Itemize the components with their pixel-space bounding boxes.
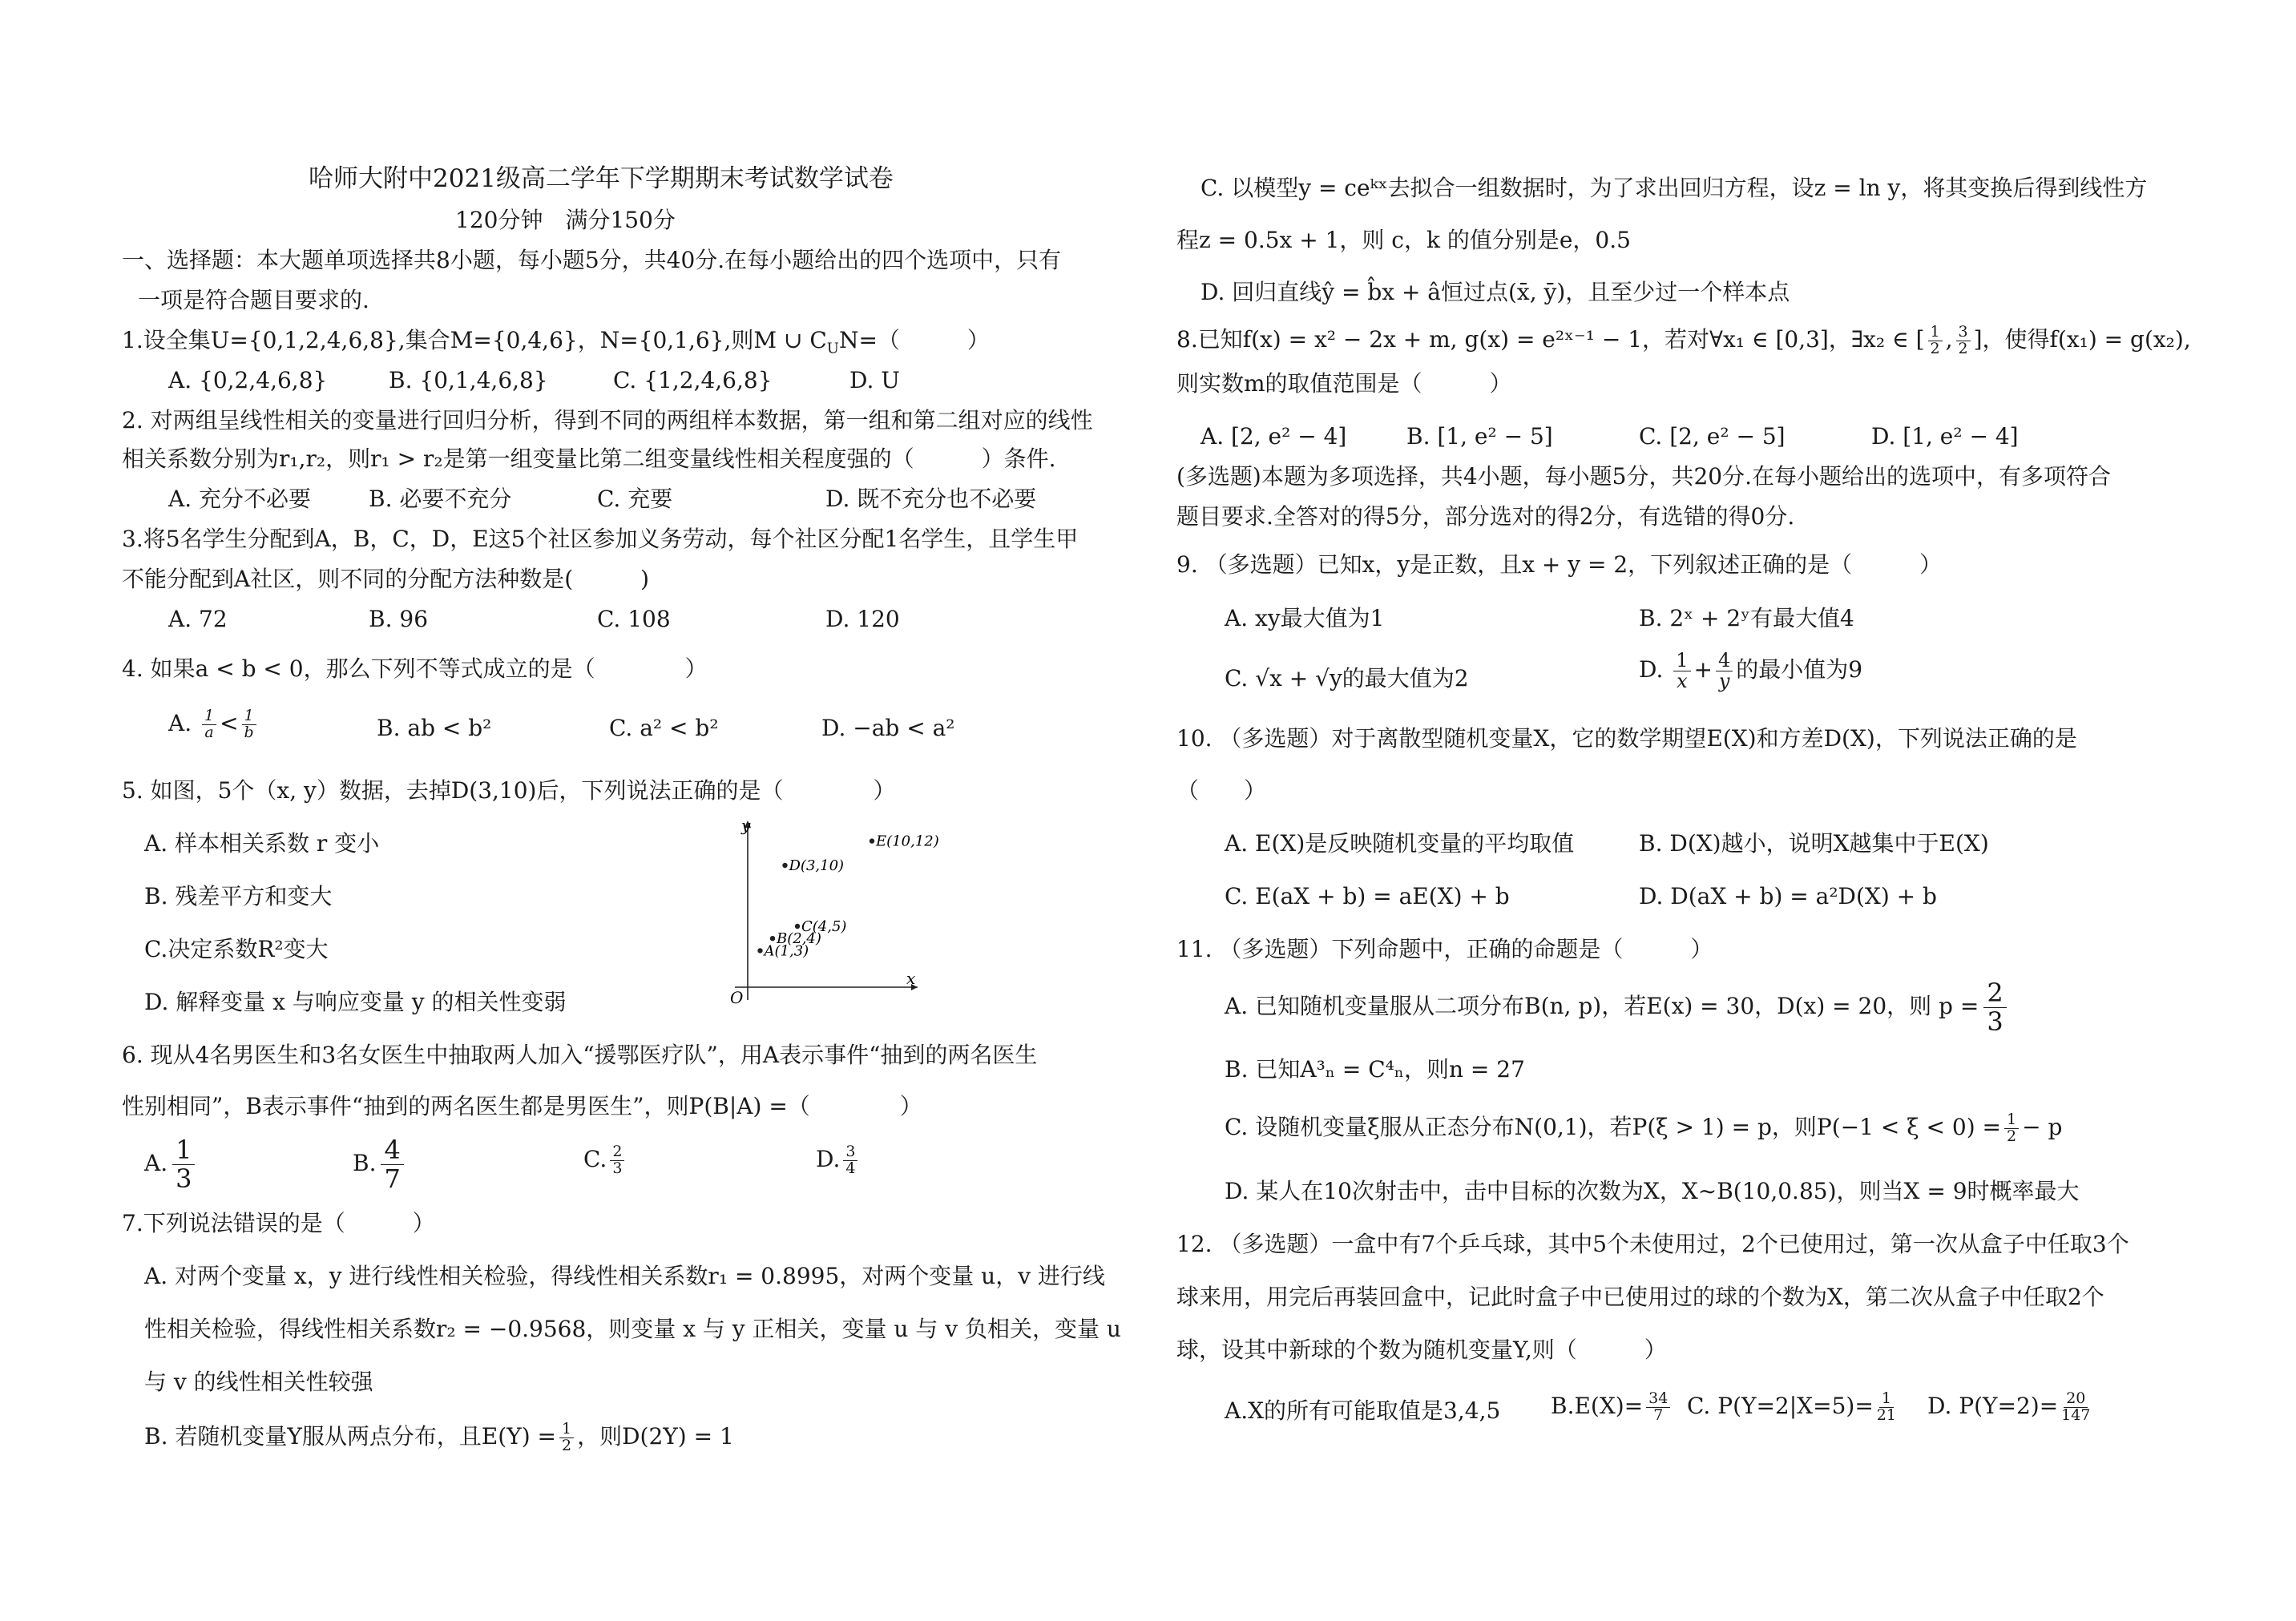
q9-option-b: B. 2ˣ + 2ʸ有最大值4 [1639,605,1854,631]
q12-option-b: B.E(X)= $\frac{34}{7}$ [1551,1391,1673,1424]
q12-option-d: D. P(Y=2)= $\frac{20}{147}$ [1927,1389,2091,1424]
q4-stem: 4. 如果a < b < 0，那么下列不等式成立的是（ ） [122,655,708,682]
scatter-point [782,863,787,868]
q4-option-c: C. a² < b² [609,715,719,741]
q3-option-c: C. 108 [597,606,671,632]
q8-option-c: C. [2, e² − 5] [1639,423,1786,450]
scatter-point [770,936,775,941]
q10-option-c: C. E(aX + b) = aE(X) + b [1225,883,1510,909]
q2-line2: 相关系数分别为r₁,r₂，则r₁ > r₂是第一组变量比第二组变量线性相关程度强的（ ）条件. [122,446,1056,472]
scatter-point [795,924,800,929]
q11-option-a: A. 已知随机变量服从二项分布B(n, p)，若E(x) = 30，D(x) = 20，则 p = $\frac{2}{3}$ [1225,979,2012,1036]
q8-option-d: D. [1, e² − 4] [1871,423,2019,450]
section1-line2: 一项是符合题目要求的. [138,287,369,313]
q1-option-c: C. {1,2,4,6,8} [613,367,773,393]
q6-option-c: C. $\frac{2}{3}$ [583,1144,627,1177]
q7-stem: 7.下列说法错误的是（ ） [122,1210,435,1236]
q3-option-b: B. 96 [369,606,429,632]
scatter-point-label: B(2,4) [777,930,821,948]
q10-option-a: A. E(X)是反映随机变量的平均取值 [1225,830,1575,857]
q5-stem: 5. 如图，5个（x, y）数据，去掉D(3,10)后，下列说法正确的是（ ） [122,777,896,804]
q12-option-a: A.X的所有可能取值是3,4,5 [1225,1397,1501,1424]
q5-option-d: D. 解释变量 x 与响应变量 y 的相关性变弱 [144,989,567,1015]
q7-option-a-line3: 与 v 的线性相关性较强 [144,1369,373,1395]
q4-option-b: B. ab < b² [377,715,492,741]
q2-option-d: D. 既不充分也不必要 [825,486,1037,512]
q8-option-a: A. [2, e² − 4] [1200,423,1347,450]
scatter-point-label: E(10,12) [876,833,939,850]
q11-option-d: D. 某人在10次射击中，击中目标的次数为X，X∼B(10,0.85)，则当X = 9时概率最大 [1225,1178,2080,1204]
q6-option-d: D. $\frac{3}{4}$ [816,1144,861,1177]
q10-option-b: B. D(X)越小，说明X越集中于E(X) [1639,830,1989,857]
q6-line1: 6. 现从4名男医生和3名女医生中抽取两人加入“援鄂医疗队”，用A表示事件“抽到的两名医生 [122,1042,1038,1068]
q7-option-d: D. 回归直线ŷ = b̂x + â恒过点(x̄, ȳ)，且至少过一个样本点 [1200,279,1790,305]
exam-title: 哈师大附中2021级高二学年下学期期末考试数学试卷 [309,164,894,193]
q2-option-b: B. 必要不充分 [369,486,512,512]
q6-option-a: A. $\frac{1}{3}$ [144,1136,200,1193]
q8-stem: 8.已知f(x) = x² − 2x + m, g(x) = e²ˣ⁻¹ − 1，若对∀x₁ ∈ [0,3]，∃x₂ ∈ [ $\frac{1}{2}$ , $\frac{3}{2}$ ]，使得f(x₁) = g(x₂), [1176,323,2191,357]
q5-option-c: C.决定系数R²变大 [144,936,329,962]
exam-subtitle: 120分钟 满分150分 [455,207,676,233]
q1-option-a: A. {0,2,4,6,8} [168,367,328,393]
q11-option-b: B. 已知A³ₙ = C⁴ₙ，则n = 27 [1225,1056,1525,1083]
q9-option-c: C. √x + √y的最大值为2 [1225,665,1469,692]
q5-option-a: A. 样本相关系数 r 变小 [144,830,380,857]
q10-option-d: D. D(aX + b) = a²D(X) + b [1639,883,1937,909]
section2-line2: 题目要求.全答对的得5分，部分选对的得2分，有选错的得0分. [1176,503,1795,530]
q7-option-a-line2: 性相关检验，得线性相关系数r₂ = −0.9568，则变量 x 与 y 正相关，变量 u 与 v 负相关，变量 u [144,1316,1121,1342]
q2-option-a: A. 充分不必要 [168,486,312,512]
section1-line1: 一、选择题：本大题单项选择共8小题，每小题5分，共40分.在每小题给出的四个选项中，只有 [122,247,1062,273]
scatter-point-label: C(4,5) [801,918,847,935]
y-axis-label: y [741,816,751,835]
q7-option-a-line1: A. 对两个变量 x，y 进行线性相关检验，得线性相关系数r₁ = 0.8995，对两个变量 u，v 进行线 [144,1263,1105,1289]
q12-line2: 球来用，用完后再装回盒中，记此时盒子中已使用过的球的个数为X，第二次从盒子中任取2个 [1176,1284,2104,1310]
q3-line2: 不能分配到A社区，则不同的分配方法种数是( ) [122,566,650,592]
q10-line1: 10. （多选题）对于离散型随机变量X，它的数学期望E(X)和方差D(X)，下列说法正确的是 [1176,725,2077,752]
scatter-point [757,948,762,953]
q7-option-c-line2: 程z = 0.5x + 1，则 c，k 的值分别是e，0.5 [1176,227,1631,253]
q8-option-b: B. [1, e² − 5] [1406,423,1553,450]
q4-option-a: A. $\frac{1}{a}$ < $\frac{1}{b}$ [168,708,260,741]
scatter-point-label: D(3,10) [789,857,845,874]
q9-option-a: A. xy最大值为1 [1225,605,1385,631]
q8-line2: 则实数m的取值范围是（ ） [1176,370,1512,397]
q9-option-d: D. $\frac{1}{x}$ + $\frac{4}{y}$ 的最小值为9 [1639,649,1863,693]
q1-option-d: D. U [849,367,900,393]
q12-option-c: C. P(Y=2|X=5)= $\frac{1}{21}$ [1687,1389,1896,1424]
q12-line1: 12. （多选题）一盒中有7个乒乓球，其中5个未使用过，2个已使用过，第一次从盒子中任取3个 [1176,1231,2129,1257]
scatter-point-label: A(1,3) [764,942,809,960]
q1-option-b: B. {0,1,4,6,8} [389,367,548,393]
q10-line2: （ ） [1176,777,1267,804]
q5-option-b: B. 残差平方和变大 [144,883,333,909]
q11-stem: 11. （多选题）下列命题中，正确的命题是（ ） [1176,936,1713,962]
q1-stem: 1.设全集U={0,1,2,4,6,8},集合M={0,4,6}，N={0,1,6},则M ∪ $C_UN=$（ ） [122,327,990,357]
q9-stem: 9. （多选题）已知x，y是正数，且x + y = 2，下列叙述正确的是（ ） [1176,551,1943,578]
q5-scatter-figure [717,816,939,1010]
q4-option-d: D. −ab < a² [821,715,955,741]
x-axis-label: x [906,969,916,988]
q3-line1: 3.将5名学生分配到A，B，C，D，E这5个社区参加义务劳动，每个社区分配1名学生，且学生甲 [122,526,1079,552]
q7-option-c-line1: C. 以模型y = ceᵏˣ去拟合一组数据时，为了求出回归方程，设z = ln y，将其变换后得到线性方 [1200,175,2148,201]
scatter-point [870,838,874,843]
q2-option-c: C. 充要 [597,486,673,512]
origin-label: O [730,988,744,1007]
q11-option-c: C. 设随机变量ξ服从正态分布N(0,1)，若P(ξ > 1) = p，则P(−1 < ξ < 0) = $\frac{1}{2}$ − p [1225,1111,2063,1145]
q3-option-a: A. 72 [168,606,228,632]
q12-line3: 球，设其中新球的个数为随机变量Y,则（ ） [1176,1337,1667,1363]
q7-option-b: B. 若随机变量Y服从两点分布，且E(Y) = $\frac{1}{2}$ ，则D(2Y) = 1 [144,1420,734,1454]
q2-line1: 2. 对两组呈线性相关的变量进行回归分析，得到不同的两组样本数据，第一组和第二组对应的线性 [122,407,1093,433]
q3-option-d: D. 120 [825,606,900,632]
q6-line2: 性别相同”，B表示事件“抽到的两名医生都是男医生”，则P(B|A) =（ ） [122,1093,922,1119]
section2-line1: (多选题)本题为多项选择，共4小题，每小题5分，共20分.在每小题给出的选项中，有多项符合 [1176,463,2112,490]
q6-option-b: B. $\frac{4}{7}$ [353,1136,409,1193]
